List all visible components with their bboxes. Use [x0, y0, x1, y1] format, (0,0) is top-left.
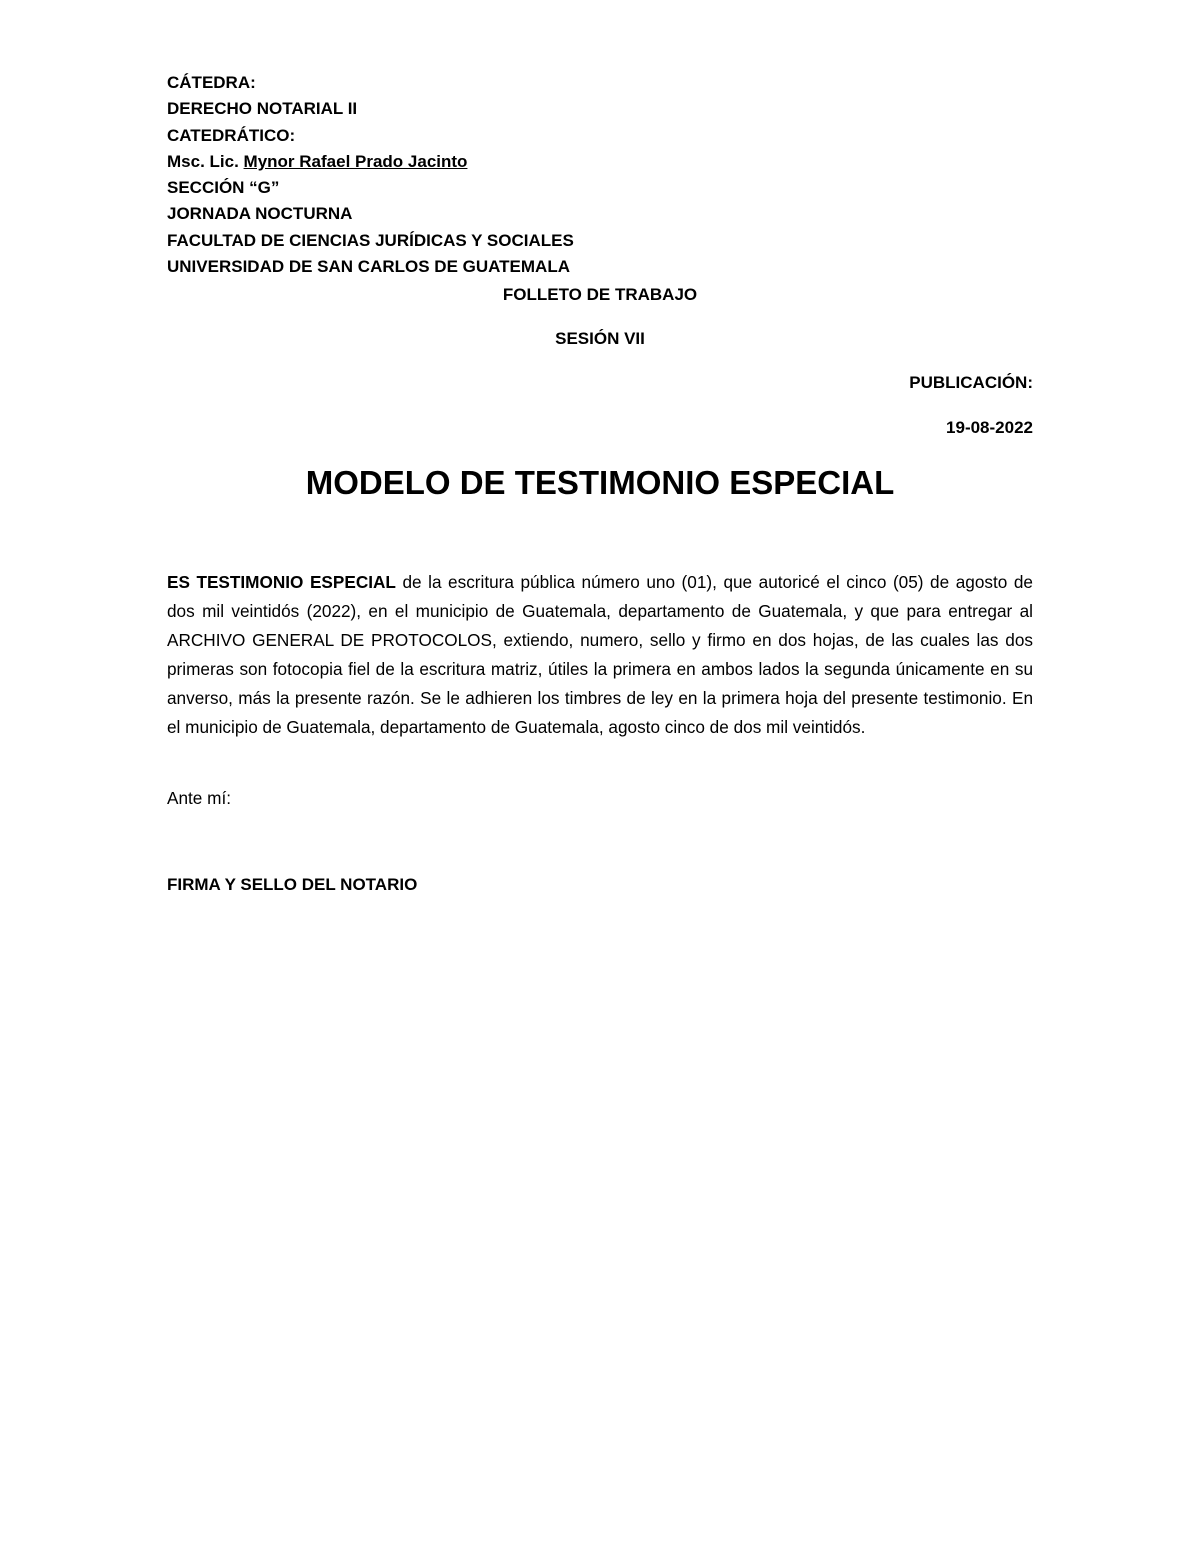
course-header — [167, 70, 867, 280]
testimony-text: de la escritura pública número uno (01), que autoricé el cinco (05) de agosto de dos mil veintidós (2022), en el municipio de Guatemala, departamento de Guatemala, y que para entregar al ARCHIVO GENERAL DE PROTOCOLOS, extiendo, numero, sello y firmo en dos hojas, de las cuales las dos primeras son fotocopia fiel de la escritura matriz, útiles la primera en ambos lados la segunda únicamente en su anverso, más la presente razón. Se le adhieren los timbres de ley en la primera hoja del presente testimonio. En el municipio de Guatemala, departamento de Guatemala, agosto cinco de dos mil veintidós. — [167, 572, 1033, 737]
course-name: DERECHO NOTARIAL II — [167, 99, 358, 119]
faculty-name: FACULTAD DE CIENCIAS JURÍDICAS Y SOCIALES — [167, 230, 574, 250]
ante-mi-label: Ante mí: — [167, 788, 231, 808]
schedule-label: JORNADA NOCTURNA — [167, 204, 353, 224]
publication-label: PUBLICACIÓN: — [909, 373, 1033, 392]
professor-prefix: Msc. Lic. — [167, 151, 239, 171]
publication-date: 19-08-2022 — [946, 418, 1033, 437]
professor-line — [167, 149, 867, 175]
catedra-label: CÁTEDRA: — [167, 73, 256, 92]
catedratico-label: CATEDRÁTICO: — [167, 125, 296, 145]
section-label: SECCIÓN “G” — [167, 178, 280, 198]
testimony-lead: ES TESTIMONIO ESPECIAL — [167, 572, 396, 592]
signature-label: FIRMA Y SELLO DEL NOTARIO — [167, 875, 418, 894]
session-label: SESIÓN VII — [555, 329, 645, 348]
university-name: UNIVERSIDAD DE SAN CARLOS DE GUATEMALA — [167, 257, 570, 277]
page-title: MODELO DE TESTIMONIO ESPECIAL — [305, 464, 895, 501]
booklet-title: FOLLETO DE TRABAJO — [502, 285, 698, 304]
testimony-paragraph — [167, 568, 1033, 742]
professor-name: Mynor Rafael Prado Jacinto — [243, 151, 468, 171]
